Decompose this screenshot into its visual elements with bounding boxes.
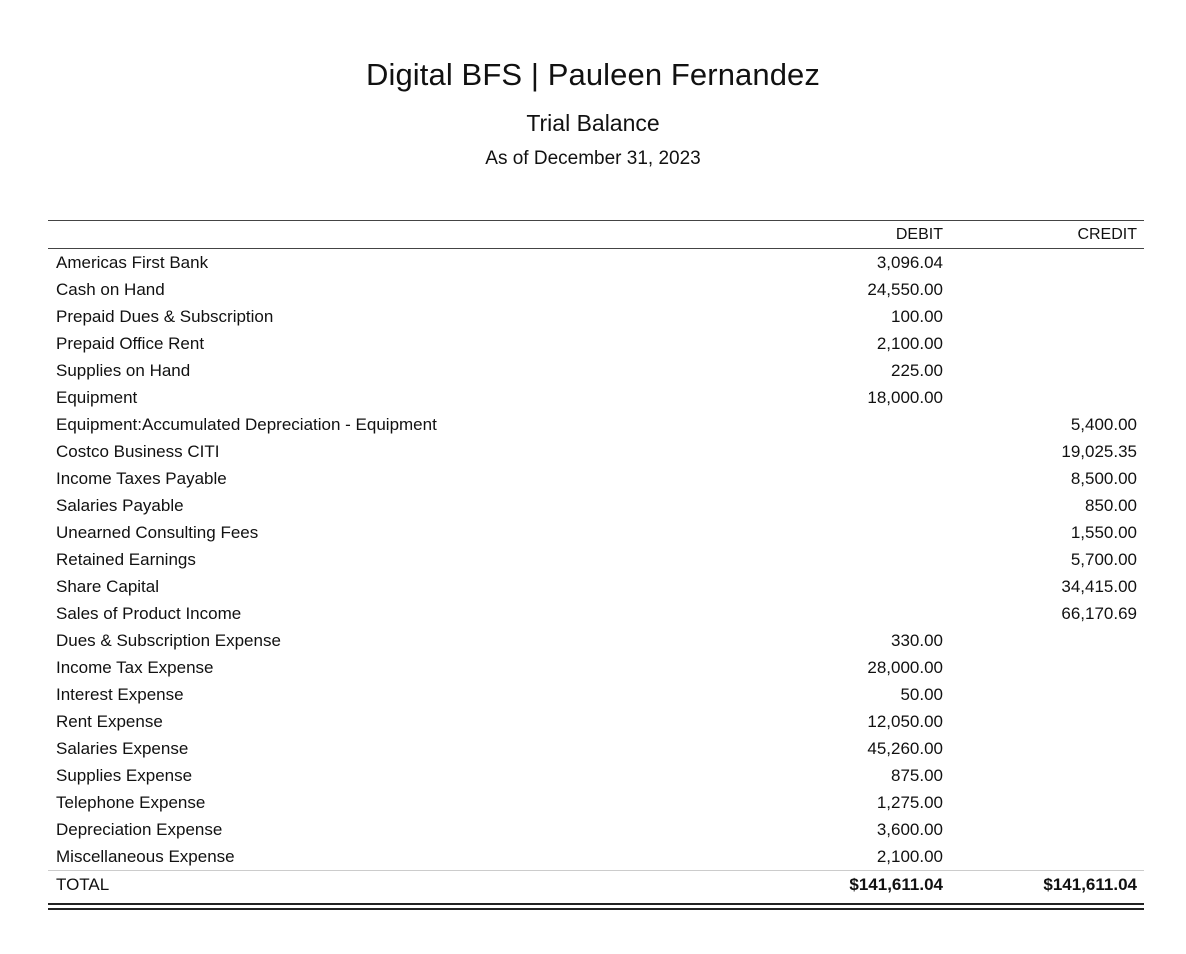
credit-amount: 5,400.00 bbox=[1070, 415, 1137, 434]
debit-amount: 1,275.00 bbox=[876, 793, 943, 812]
account-name: Dues & Subscription Expense bbox=[56, 631, 281, 650]
debit-amount: 18,000.00 bbox=[867, 388, 943, 407]
account-name: Americas First Bank bbox=[56, 253, 209, 272]
table-row bbox=[48, 384, 1144, 411]
credit-amount: 850.00 bbox=[1085, 496, 1137, 515]
debit-amount: 330.00 bbox=[891, 631, 943, 650]
trial-balance-table bbox=[48, 220, 1144, 912]
credit-amount: 8,500.00 bbox=[1070, 469, 1137, 488]
credit-amount: 1,550.00 bbox=[1070, 523, 1137, 542]
account-name: Sales of Product Income bbox=[56, 604, 242, 623]
total-credit: $141,611.04 bbox=[1043, 875, 1137, 894]
total-row bbox=[48, 870, 1144, 897]
debit-column-header: DEBIT bbox=[895, 226, 943, 243]
table-row bbox=[48, 600, 1144, 627]
account-name: Miscellaneous Expense bbox=[56, 847, 235, 866]
credit-amount: 34,415.00 bbox=[1061, 577, 1137, 596]
account-name: Salaries Payable bbox=[56, 496, 184, 515]
account-name: Equipment bbox=[56, 388, 138, 407]
account-name: Supplies Expense bbox=[56, 766, 193, 785]
account-name: Cash on Hand bbox=[56, 280, 165, 299]
table-row bbox=[48, 303, 1144, 330]
table-row bbox=[48, 573, 1144, 600]
table-row bbox=[48, 546, 1144, 573]
debit-amount: 12,050.00 bbox=[867, 712, 943, 731]
table-row bbox=[48, 330, 1144, 357]
account-name: Share Capital bbox=[56, 577, 160, 596]
debit-amount: 225.00 bbox=[891, 361, 943, 380]
account-name: Retained Earnings bbox=[56, 550, 196, 569]
debit-amount: 100.00 bbox=[891, 307, 943, 326]
table-row bbox=[48, 627, 1144, 654]
table-row bbox=[48, 249, 1144, 276]
table-body bbox=[48, 249, 1144, 870]
table-row bbox=[48, 816, 1144, 843]
table-row bbox=[48, 762, 1144, 789]
account-name: Prepaid Office Rent bbox=[56, 334, 205, 353]
credit-amount: 5,700.00 bbox=[1070, 550, 1137, 569]
debit-amount: 45,260.00 bbox=[867, 739, 943, 758]
table-row bbox=[48, 681, 1144, 708]
account-name: Supplies on Hand bbox=[56, 361, 191, 380]
account-name: Equipment:Accumulated Depreciation - Equipment bbox=[56, 415, 437, 434]
debit-amount: 3,096.04 bbox=[876, 253, 943, 272]
table-header bbox=[48, 220, 1144, 249]
double-underline-bottom bbox=[48, 908, 1144, 912]
account-name: Income Taxes Payable bbox=[56, 469, 227, 488]
report-date: As of December 31, 2023 bbox=[485, 148, 701, 169]
account-name: Interest Expense bbox=[56, 685, 184, 704]
table-row bbox=[48, 411, 1144, 438]
credit-amount: 19,025.35 bbox=[1061, 442, 1137, 461]
debit-amount: 24,550.00 bbox=[867, 280, 943, 299]
table-row bbox=[48, 519, 1144, 546]
table-row bbox=[48, 789, 1144, 816]
account-name: Rent Expense bbox=[56, 712, 163, 731]
debit-amount: 3,600.00 bbox=[876, 820, 943, 839]
account-name: Salaries Expense bbox=[56, 739, 189, 758]
debit-amount: 875.00 bbox=[891, 766, 943, 785]
table-row bbox=[48, 492, 1144, 519]
table-row bbox=[48, 654, 1144, 681]
credit-amount: 66,170.69 bbox=[1061, 604, 1137, 623]
report-title: Trial Balance bbox=[526, 110, 660, 136]
debit-amount: 2,100.00 bbox=[876, 847, 943, 866]
table-row bbox=[48, 735, 1144, 762]
double-underline-top bbox=[48, 903, 1144, 907]
account-name: Income Tax Expense bbox=[56, 658, 214, 677]
credit-column-header: CREDIT bbox=[1077, 226, 1137, 243]
account-name: Telephone Expense bbox=[56, 793, 206, 812]
total-debit: $141,611.04 bbox=[849, 875, 943, 894]
table-row bbox=[48, 843, 1144, 870]
table-row bbox=[48, 465, 1144, 492]
table-row bbox=[48, 357, 1144, 384]
table-row bbox=[48, 708, 1144, 735]
account-name: Prepaid Dues & Subscription bbox=[56, 307, 274, 326]
account-name: Unearned Consulting Fees bbox=[56, 523, 259, 542]
company-name: Digital BFS | Pauleen Fernandez bbox=[365, 57, 820, 92]
account-name: Depreciation Expense bbox=[56, 820, 223, 839]
debit-amount: 2,100.00 bbox=[876, 334, 943, 353]
total-label: TOTAL bbox=[56, 875, 110, 894]
debit-amount: 28,000.00 bbox=[867, 658, 943, 677]
account-name: Costco Business CITI bbox=[56, 442, 220, 461]
debit-amount: 50.00 bbox=[900, 685, 943, 704]
table-row bbox=[48, 438, 1144, 465]
table-row bbox=[48, 276, 1144, 303]
